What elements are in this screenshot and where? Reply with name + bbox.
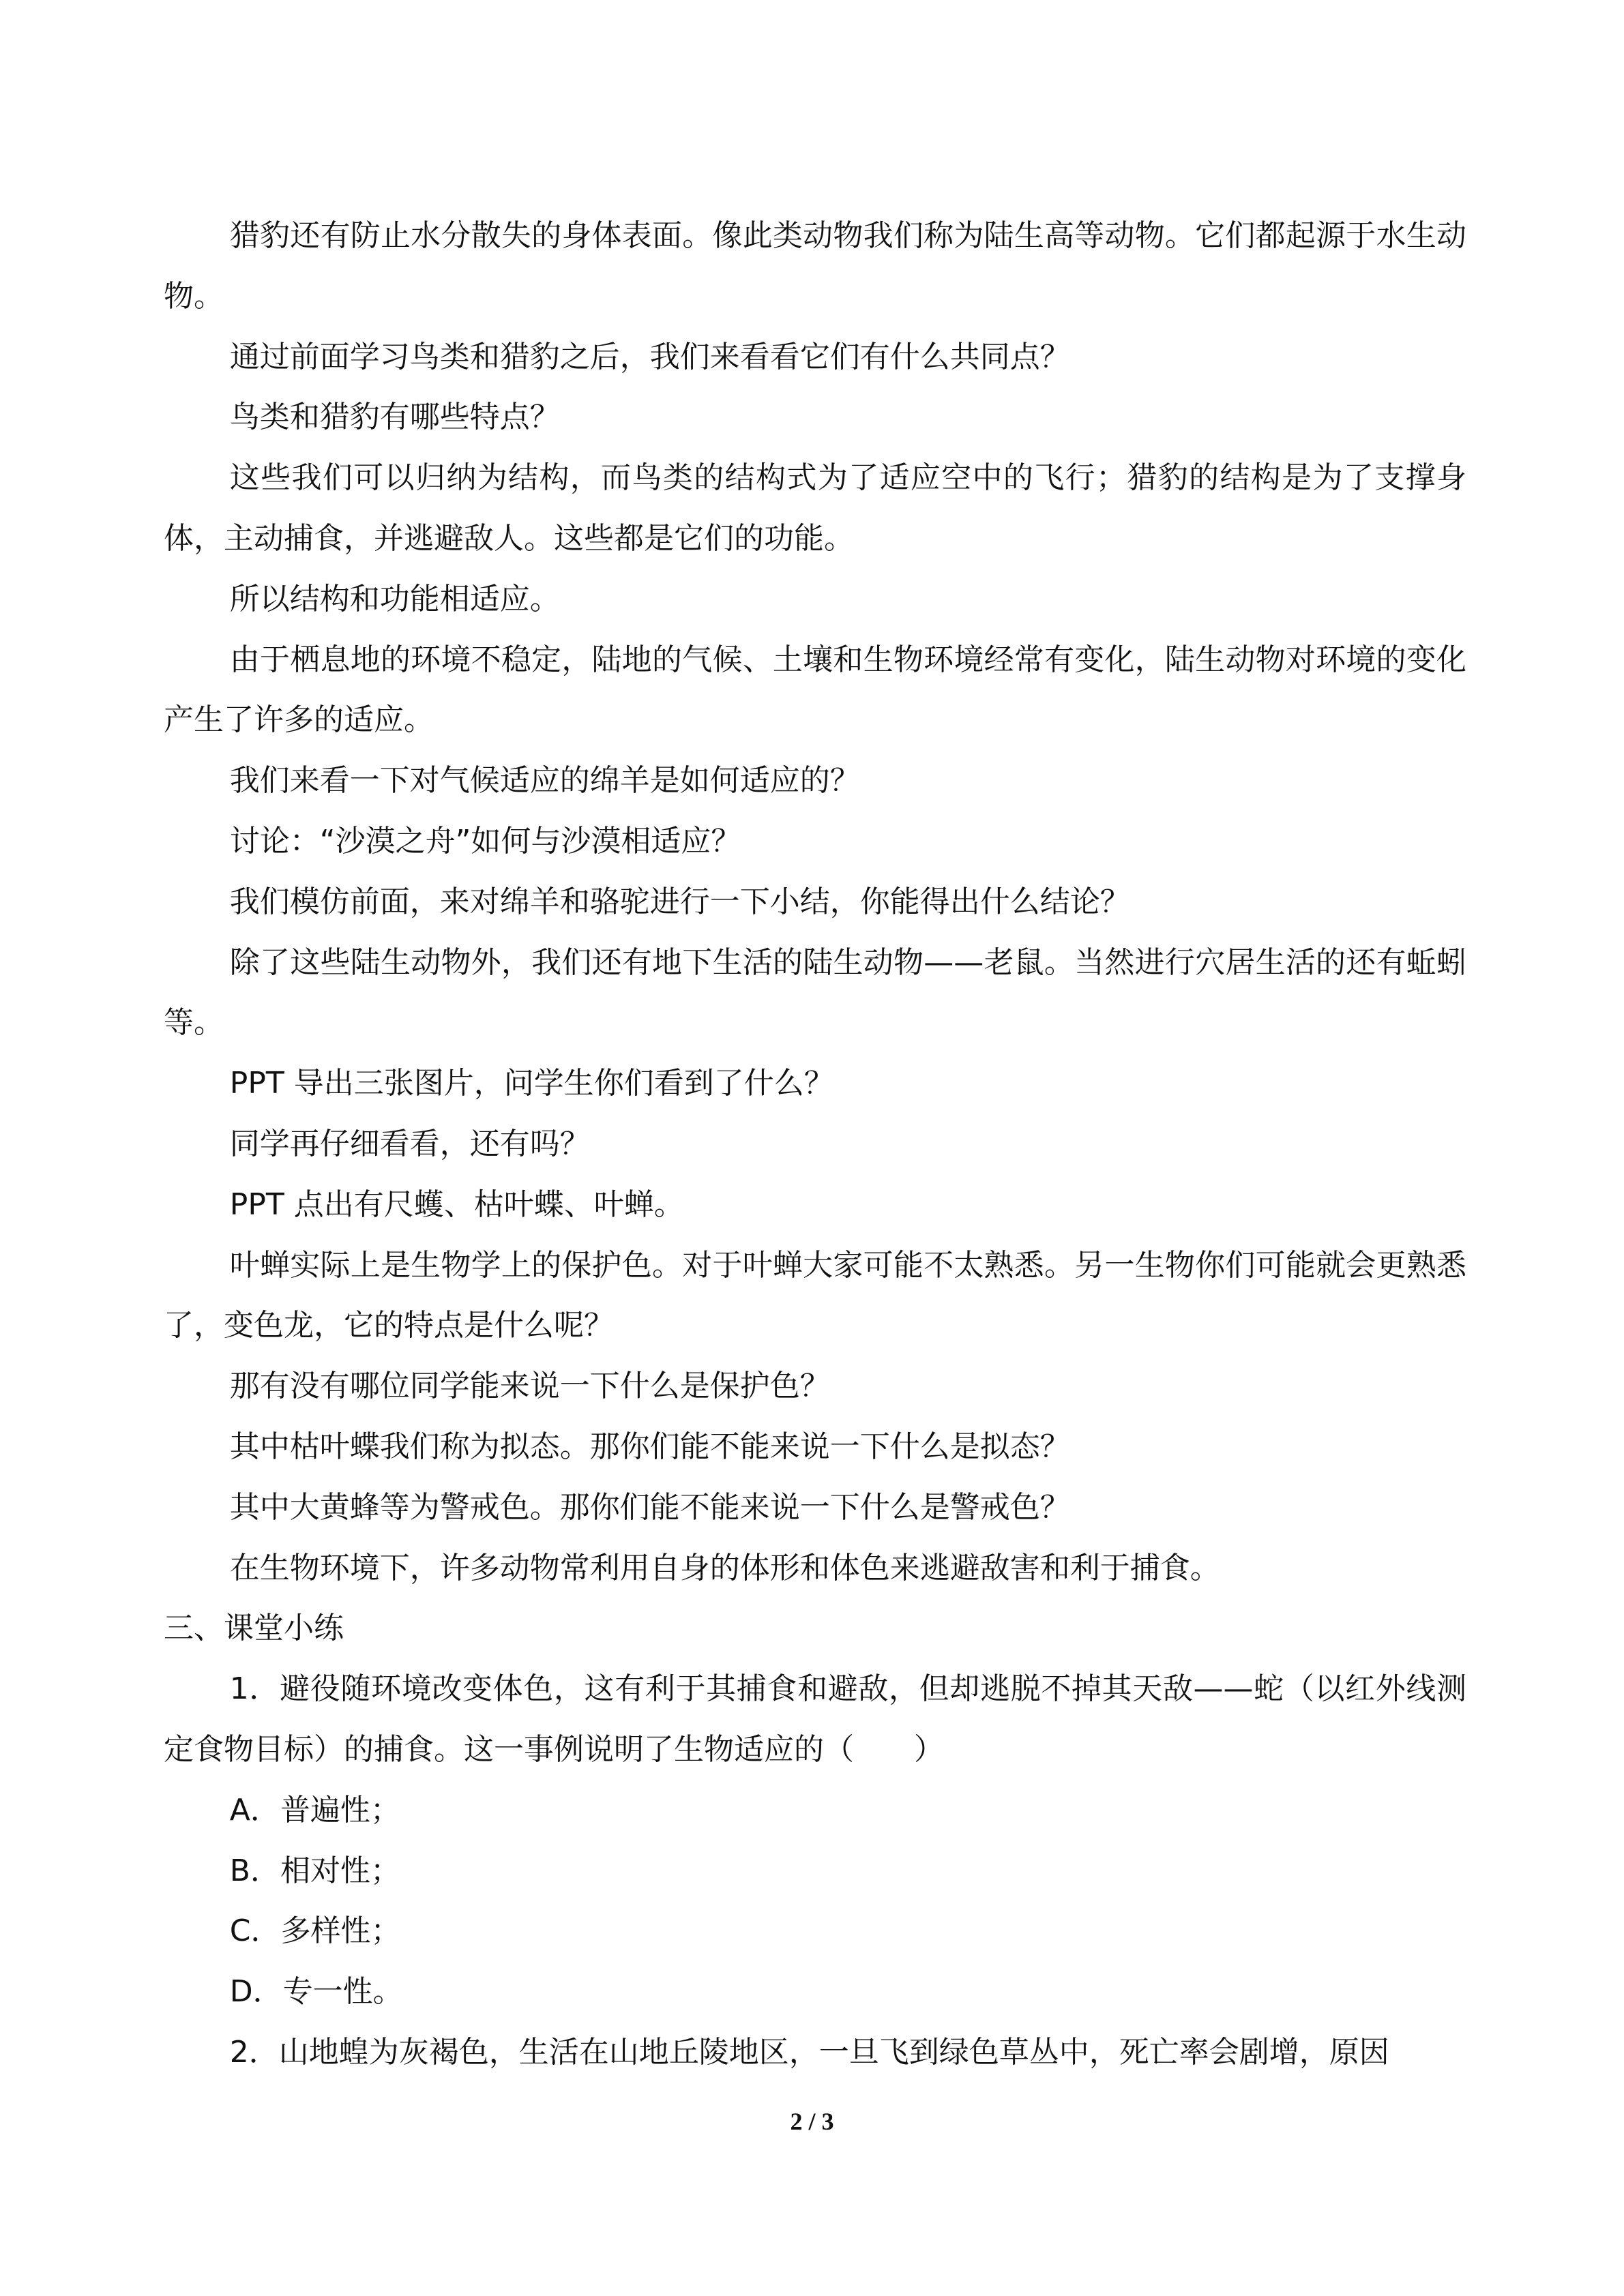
body-paragraph: 除了这些陆生动物外，我们还有地下生活的陆生动物——老鼠。当然进行穴居生活的还有蚯蚓等。 (164, 944, 1466, 1041)
body-paragraph: 其中大黄蜂等为警戒色。那你们能不能来说一下什么是警戒色？ (229, 1489, 1070, 1525)
question-1-option-c: C．多样性； (229, 1913, 401, 1949)
body-paragraph: 我们来看一下对气候适应的绵羊是如何适应的？ (229, 763, 860, 799)
body-paragraph: PPT 点出有尺蠖、枯叶蝶、叶蝉。 (229, 1187, 684, 1222)
body-paragraph: 其中枯叶蝶我们称为拟态。那你们能不能来说一下什么是拟态？ (229, 1429, 1070, 1464)
body-paragraph: 猎豹还有防止水分散失的身体表面。像此类动物我们称为陆生高等动物。它们都起源于水生动物。 (164, 218, 1466, 314)
body-paragraph: 鸟类和猎豹有哪些特点？ (229, 400, 560, 435)
body-paragraph: 那有没有哪位同学能来说一下什么是保护色？ (229, 1369, 830, 1404)
section-heading: 三、课堂小练 (164, 1611, 344, 1646)
body-paragraph: 我们模仿前面，来对绵羊和骆驼进行一下小结，你能得出什么结论？ (229, 884, 1130, 919)
body-paragraph: 叶蝉实际上是生物学上的保护色。对于叶蝉大家可能不太熟悉。另一生物你们可能就会更熟悉了，变色龙，它的特点是什么呢？ (164, 1247, 1466, 1343)
question-1: 1．避役随环境改变体色，这有利于其捕食和避敌，但却逃脱不掉其天敌——蛇（以红外线测定食物目标）的捕食。这一事例说明了生物适应的（ ） (164, 1671, 1466, 1767)
question-1-option-b: B．相对性； (229, 1853, 400, 1888)
question-1-option-a: A．普遍性； (229, 1792, 400, 1828)
question-1-option-d: D．专一性。 (229, 1974, 403, 2010)
document-body (164, 206, 1466, 2083)
body-paragraph: PPT 导出三张图片，问学生你们看到了什么？ (229, 1066, 834, 1101)
body-paragraph: 所以结构和功能相适应。 (229, 581, 560, 616)
question-2: 2．山地蝗为灰褐色，生活在山地丘陵地区，一旦飞到绿色草丛中，死亡率会剧增，原因 (229, 2034, 1389, 2070)
body-paragraph: 这些我们可以归纳为结构，而鸟类的结构式为了适应空中的飞行；猎豹的结构是为了支撑身体，主动捕食，并逃避敌人。这些都是它们的功能。 (164, 460, 1466, 556)
body-paragraph: 讨论：“沙漠之舟”如何与沙漠相适应？ (229, 823, 741, 859)
body-paragraph: 在生物环境下，许多动物常利用自身的体形和体色来逃避敌害和利于捕食。 (229, 1550, 1220, 1585)
body-paragraph: 同学再仔细看看，还有吗？ (229, 1126, 590, 1161)
page-number: 2 / 3 (790, 2108, 834, 2135)
body-paragraph: 通过前面学习鸟类和猎豹之后，我们来看看它们有什么共同点？ (229, 339, 1070, 374)
body-paragraph: 由于栖息地的环境不稳定，陆地的气候、土壤和生物环境经常有变化，陆生动物对环境的变化产生了许多的适应。 (164, 642, 1466, 738)
